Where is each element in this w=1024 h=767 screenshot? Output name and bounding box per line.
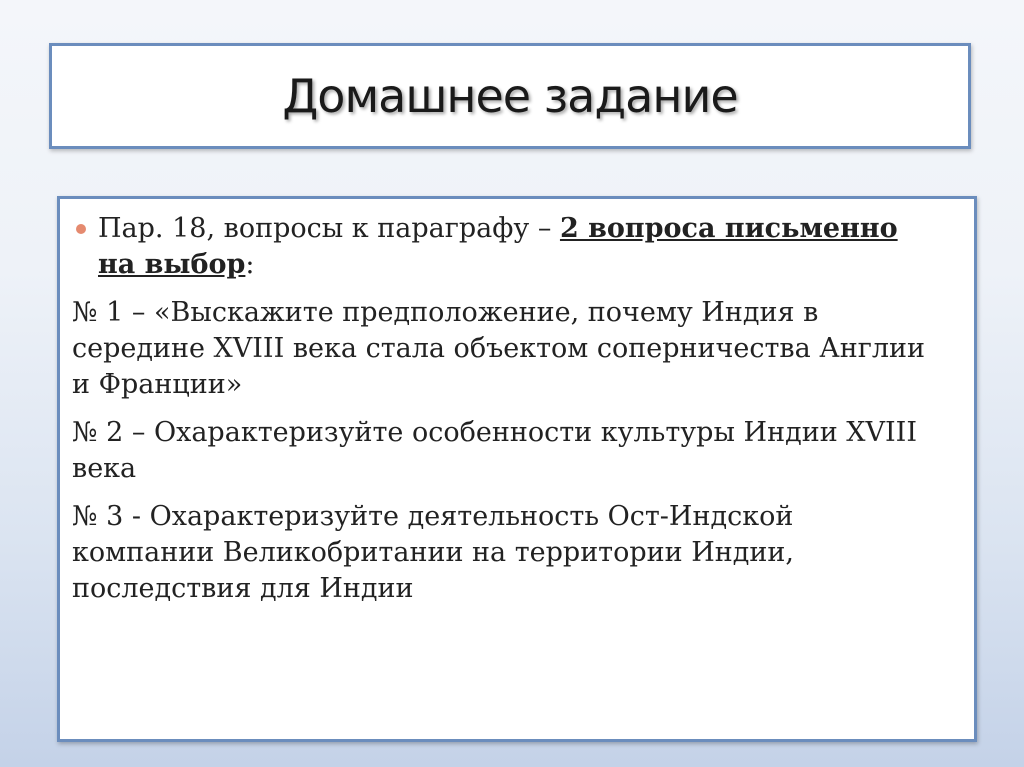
title-box	[49, 43, 971, 149]
slide-title: Домашнее задание	[282, 69, 738, 123]
question-3: № 3 - Охарактеризуйте деятельность Ост-Индской компании Великобритании на территории Индии, последствия для Индии	[72, 501, 794, 604]
assignment-text	[98, 211, 944, 283]
assignment-prefix: Пар. 18, вопросы к параграфу –	[98, 213, 560, 244]
question-1: № 1 – «Выскажите предположение, почему Индия в середине XVIII века стала объектом соперничества Англии и Франции»	[72, 297, 926, 400]
question-2: № 2 – Охарактеризуйте особенности культуры Индии XVIII века	[72, 417, 917, 484]
assignment-suffix: :	[245, 249, 255, 280]
bullet-dot-icon	[76, 224, 86, 234]
assignment-bullet	[72, 211, 944, 283]
content-box	[57, 196, 977, 742]
assignment-emphasis: 2 вопроса письменно на выбор	[98, 213, 898, 280]
